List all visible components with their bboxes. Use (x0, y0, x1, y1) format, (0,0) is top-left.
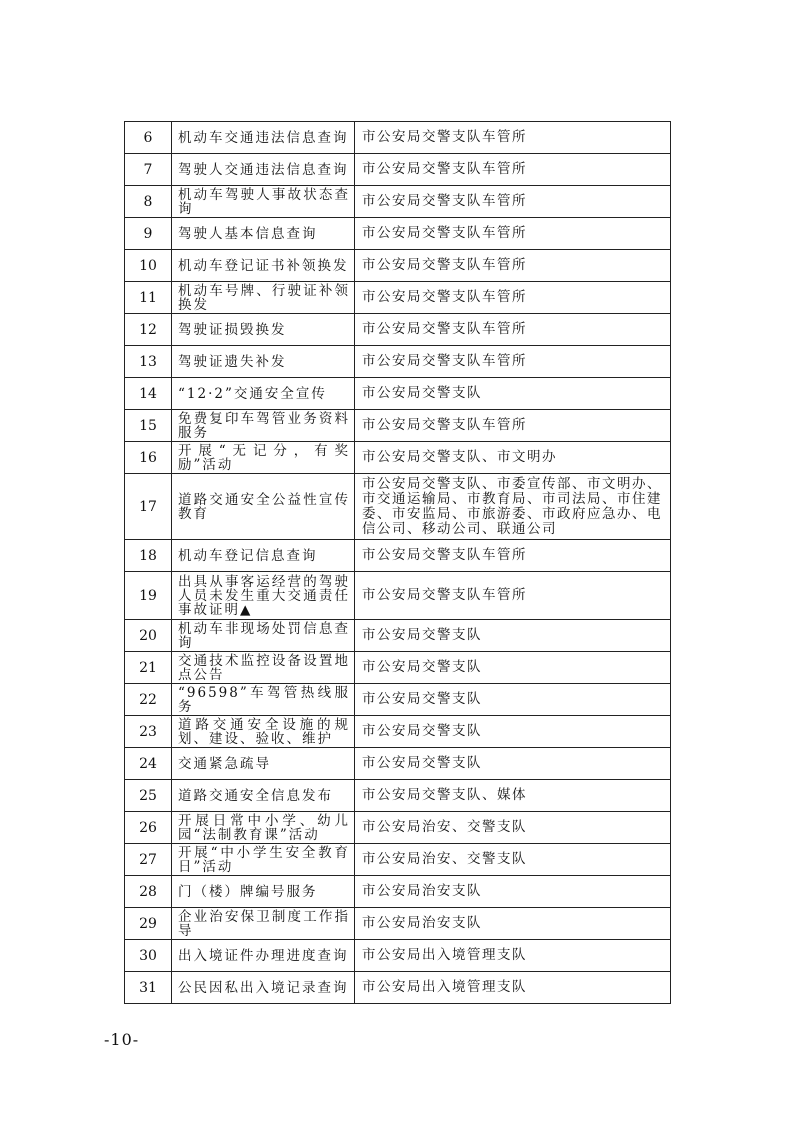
row-number: 18 (125, 540, 172, 572)
table-row (125, 282, 671, 314)
table-row (125, 540, 671, 572)
responsible-unit: 市公安局交警支队车管所 (355, 186, 671, 218)
service-item: 交通紧急疏导 (172, 748, 355, 780)
row-number: 13 (125, 346, 172, 378)
row-number: 15 (125, 410, 172, 442)
service-item: 驾驶证损毁换发 (172, 314, 355, 346)
responsible-unit: 市公安局交警支队车管所 (355, 282, 671, 314)
service-item: 道路交通安全公益性宣传教育 (172, 474, 355, 540)
service-item: 开展“中小学生安全教育日”活动 (172, 844, 355, 876)
row-number: 19 (125, 572, 172, 620)
service-item: 开展“无记分，有奖励”活动 (172, 442, 355, 474)
service-item: “96598”车驾管热线服务 (172, 684, 355, 716)
table-row (125, 684, 671, 716)
table-row (125, 748, 671, 780)
row-number: 25 (125, 780, 172, 812)
service-item: 驾驶证遗失补发 (172, 346, 355, 378)
service-item: 门（楼）牌编号服务 (172, 876, 355, 908)
row-number: 8 (125, 186, 172, 218)
row-number: 29 (125, 908, 172, 940)
responsible-unit: 市公安局交警支队车管所 (355, 154, 671, 186)
responsible-unit: 市公安局交警支队车管所 (355, 250, 671, 282)
service-item: 驾驶人基本信息查询 (172, 218, 355, 250)
service-item: 机动车号牌、行驶证补领换发 (172, 282, 355, 314)
service-item: 机动车登记信息查询 (172, 540, 355, 572)
service-item: 交通技术监控设备设置地点公告 (172, 652, 355, 684)
table-row (125, 314, 671, 346)
table-row (125, 346, 671, 378)
services-table (124, 121, 671, 1004)
table-row (125, 572, 671, 620)
responsible-unit: 市公安局交警支队车管所 (355, 314, 671, 346)
row-number: 7 (125, 154, 172, 186)
service-item: 公民因私出入境记录查询 (172, 972, 355, 1004)
table-row (125, 250, 671, 282)
responsible-unit: 市公安局交警支队车管所 (355, 572, 671, 620)
responsible-unit: 市公安局交警支队车管所 (355, 410, 671, 442)
row-number: 16 (125, 442, 172, 474)
responsible-unit: 市公安局交警支队、市文明办 (355, 442, 671, 474)
responsible-unit: 市公安局交警支队车管所 (355, 346, 671, 378)
page-number: -10- (104, 1030, 140, 1049)
row-number: 23 (125, 716, 172, 748)
table-row (125, 378, 671, 410)
table-row (125, 972, 671, 1004)
table-row (125, 876, 671, 908)
responsible-unit: 市公安局交警支队 (355, 620, 671, 652)
service-item: 机动车交通违法信息查询 (172, 122, 355, 154)
responsible-unit: 市公安局交警支队车管所 (355, 122, 671, 154)
row-number: 17 (125, 474, 172, 540)
responsible-unit: 市公安局交警支队车管所 (355, 218, 671, 250)
table-row (125, 652, 671, 684)
service-item: 开展日常中小学、幼儿园“法制教育课”活动 (172, 812, 355, 844)
row-number: 20 (125, 620, 172, 652)
row-number: 14 (125, 378, 172, 410)
responsible-unit: 市公安局治安支队 (355, 908, 671, 940)
table-row (125, 122, 671, 154)
row-number: 26 (125, 812, 172, 844)
table-row (125, 908, 671, 940)
table-row (125, 474, 671, 540)
service-item: 驾驶人交通违法信息查询 (172, 154, 355, 186)
responsible-unit: 市公安局交警支队、媒体 (355, 780, 671, 812)
service-item: 道路交通安全设施的规划、建设、验收、维护 (172, 716, 355, 748)
services-table-body (125, 122, 671, 1004)
row-number: 31 (125, 972, 172, 1004)
table-row (125, 410, 671, 442)
row-number: 11 (125, 282, 172, 314)
responsible-unit: 市公安局出入境管理支队 (355, 940, 671, 972)
responsible-unit: 市公安局交警支队车管所 (355, 540, 671, 572)
responsible-unit: 市公安局出入境管理支队 (355, 972, 671, 1004)
table-row (125, 940, 671, 972)
service-item: 道路交通安全信息发布 (172, 780, 355, 812)
service-item: 出入境证件办理进度查询 (172, 940, 355, 972)
row-number: 24 (125, 748, 172, 780)
row-number: 22 (125, 684, 172, 716)
row-number: 21 (125, 652, 172, 684)
table-row (125, 716, 671, 748)
responsible-unit: 市公安局治安、交警支队 (355, 844, 671, 876)
table-row (125, 442, 671, 474)
responsible-unit: 市公安局交警支队 (355, 748, 671, 780)
table-row (125, 620, 671, 652)
row-number: 30 (125, 940, 172, 972)
responsible-unit: 市公安局交警支队、市委宣传部、市文明办、市交通运输局、市教育局、市司法局、市住建委、市安监局、市旅游委、市政府应急办、电信公司、移动公司、联通公司 (355, 474, 671, 540)
row-number: 10 (125, 250, 172, 282)
table-row (125, 780, 671, 812)
table-row (125, 186, 671, 218)
responsible-unit: 市公安局交警支队 (355, 684, 671, 716)
service-item: 机动车非现场处罚信息查询 (172, 620, 355, 652)
table-row (125, 218, 671, 250)
service-item: “12·2”交通安全宣传 (172, 378, 355, 410)
table-row (125, 812, 671, 844)
responsible-unit: 市公安局交警支队 (355, 378, 671, 410)
responsible-unit: 市公安局交警支队 (355, 716, 671, 748)
service-item: 机动车登记证书补领换发 (172, 250, 355, 282)
service-item: 机动车驾驶人事故状态查询 (172, 186, 355, 218)
service-item: 免费复印车驾管业务资料服务 (172, 410, 355, 442)
responsible-unit: 市公安局治安、交警支队 (355, 812, 671, 844)
row-number: 6 (125, 122, 172, 154)
responsible-unit: 市公安局交警支队 (355, 652, 671, 684)
row-number: 12 (125, 314, 172, 346)
row-number: 9 (125, 218, 172, 250)
service-item: 出具从事客运经营的驾驶人员未发生重大交通责任事故证明▲ (172, 572, 355, 620)
responsible-unit: 市公安局治安支队 (355, 876, 671, 908)
row-number: 27 (125, 844, 172, 876)
service-item: 企业治安保卫制度工作指导 (172, 908, 355, 940)
table-row (125, 844, 671, 876)
table-row (125, 154, 671, 186)
row-number: 28 (125, 876, 172, 908)
